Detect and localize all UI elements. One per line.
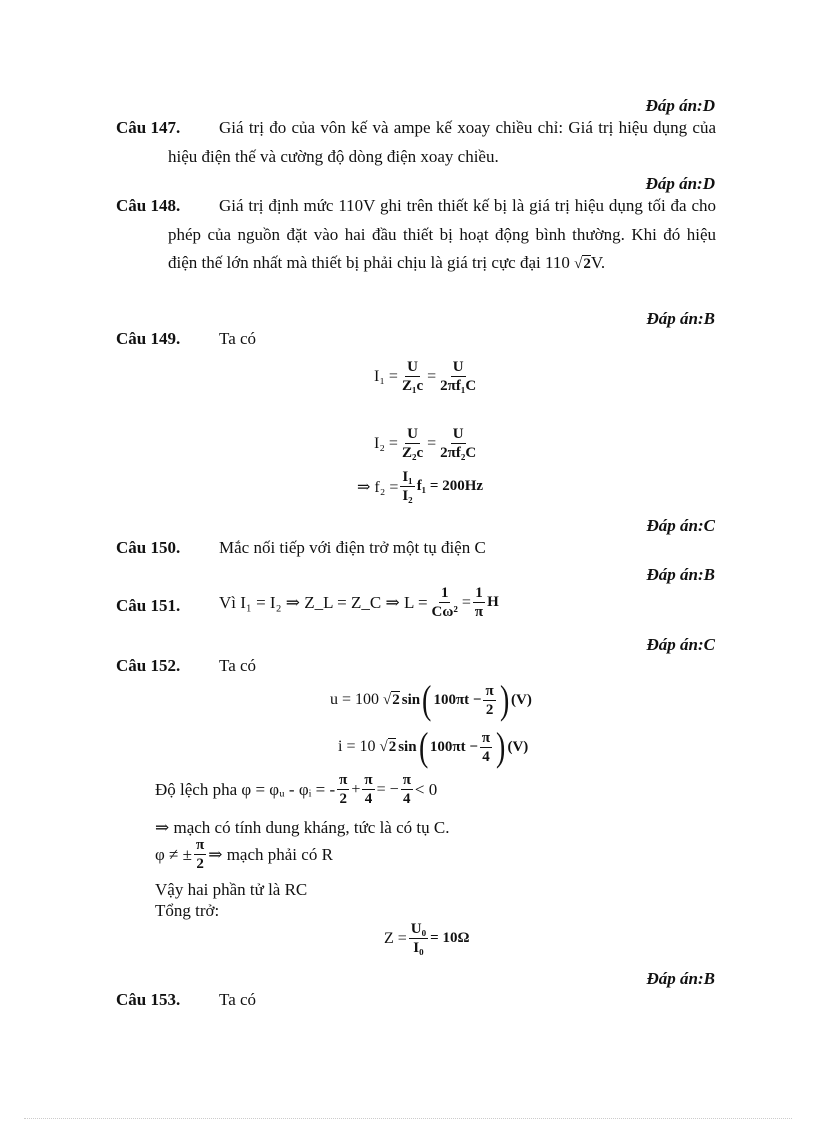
fraction: $\frac{\text{U₀}}{\text{I₀}}$ [410, 921, 427, 956]
impedance-label: Tổng trở: [155, 901, 220, 920]
formula-151: Vì I₁ = I₂ ⇒ Z_L = Z_C ⇒ L = $\frac{1}{\text{Cω²}}$ = $\frac{1}{\pi}$ H [219, 585, 499, 620]
question-text-148-tail: V. [590, 253, 606, 272]
answer-148: Đáp án:B [646, 309, 715, 328]
formula-i2: I₂ = $\frac{U}{\text{Z₂c}}$ = $\frac{U}{\text{2πf₂C}}$ [374, 426, 477, 461]
sqrt-two: √2 [574, 256, 591, 272]
formula-u: u = 100 √2 sin ( 100πt − $\frac{\pi}{2}$ ) (V) [330, 677, 532, 722]
fraction: $\frac{\pi}{4}$ [364, 772, 373, 807]
fraction: $\frac{1}{\text{Cω²}}$ [431, 585, 458, 620]
formula-phi: φ ≠ ± $\frac{\pi}{2}$ ⇒ mạch phải có R [155, 837, 333, 872]
sqrt-two: √2 [383, 691, 400, 708]
question-number-151: Câu 151. [116, 596, 181, 615]
formula-i1: I₁ = $\frac{U}{\text{Z₁c}}$ = $\frac{U}{\text{2πf₁C}}$ [374, 359, 477, 394]
fraction: $\frac{\pi}{4}$ [481, 729, 491, 765]
formula-z: Z = $\frac{\text{U₀}}{\text{I₀}}$ = 10Ω [384, 921, 470, 956]
question-number-152: Câu 152. [116, 656, 181, 675]
formula-i: i = 10 √2 sin ( 100πt − $\frac{\pi}{4}$ ) (V) [338, 724, 529, 769]
fraction: $\frac{\text{I₁}}{\text{I₂}}$ [402, 469, 413, 504]
rc-line: Vậy hai phần tử là RC [155, 880, 308, 899]
answer-151: Đáp án:C [646, 635, 715, 654]
sqrt-two: √2 [379, 738, 397, 755]
fraction: $\frac{1}{\pi}$ [474, 585, 484, 620]
question-text-148-body: Giá trị định mức 110V ghi trên thiết kế bị là giá trị hiệu dụng tối đa cho phép của nguồn đặt vào hai đầu thiết bị hoạt động bình thường. Khi đó hiệu điện thế lớn nhất mà thiết bị phải chịu là giá trị cực đại 110 [168, 196, 716, 272]
fraction: $\frac{U}{\text{2πf₁C}}$ [440, 359, 477, 394]
question-number-153: Câu 153. [116, 990, 181, 1009]
question-text-149: Ta có [219, 329, 257, 348]
fraction: $\frac{U}{\text{2πf₂C}}$ [440, 426, 477, 461]
question-number-147: Câu 147. [116, 118, 181, 137]
answer-147: Đáp án:D [645, 174, 715, 193]
question-number-149: Câu 149. [116, 329, 181, 348]
question-text-150: Mắc nối tiếp với điện trở một tụ điện C [219, 538, 486, 557]
question-number-148: Câu 148. [116, 196, 181, 215]
question-text-152: Ta có [219, 656, 257, 675]
page-bottom-divider [24, 1118, 792, 1119]
fraction: $\frac{U}{\text{Z₂c}}$ [401, 426, 424, 461]
fraction: $\frac{\pi}{2}$ [339, 772, 348, 807]
answer-146: Đáp án:D [645, 96, 715, 115]
question-number-150: Câu 150. [116, 538, 181, 557]
fraction: $\frac{U}{\text{Z₁c}}$ [401, 359, 424, 394]
formula-f2: ⇒ f₂ = $\frac{\text{I₁}}{\text{I₂}}$ f₁ = 200Hz [357, 469, 484, 504]
answer-149: Đáp án:C [646, 516, 715, 535]
question-text-147: Giá trị đo của vôn kế và ampe kế xoay chiều chỉ: Giá trị hiệu dụng của hiệu điện thế và cường độ dòng điện xoay chiều. [168, 118, 716, 166]
capacitive-line: ⇒ mạch có tính dung kháng, tức là có tụ C. [155, 818, 450, 837]
question-text-153: Ta có [219, 990, 257, 1009]
fraction: $\frac{\pi}{2}$ [195, 837, 205, 872]
question-text-148 [168, 192, 716, 279]
answer-150: Đáp án:B [646, 565, 715, 584]
fraction: $\frac{\pi}{2}$ [485, 682, 494, 718]
fraction: $\frac{\pi}{4}$ [402, 772, 411, 807]
formula-phase: Độ lệch pha φ = φᵤ - φᵢ = - $\frac{\pi}{2}$ + $\frac{\pi}{4}$ = − $\frac{\pi}{4}$ < 0 [155, 772, 438, 807]
answer-152: Đáp án:B [646, 969, 715, 988]
